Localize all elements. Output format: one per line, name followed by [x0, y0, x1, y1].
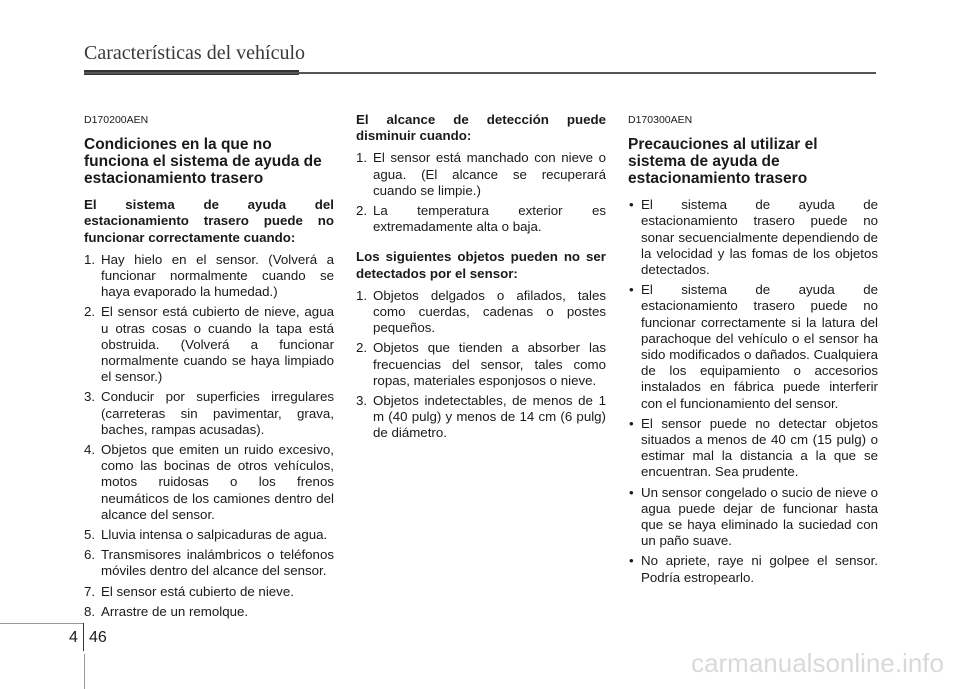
list-item-text: El sistema de ayuda de estacionamiento trasero puede no funcionar correctamente si la latura del parachoque del vehículo o el sensor ha sido modificados o dañados. Cualquiera de los equipamiento o accesorios instalados en fábrica puede interferir con el funcionamiento del sensor.: [641, 282, 878, 411]
column-right: [628, 112, 878, 594]
numbered-list: [356, 288, 606, 442]
list-item-marker: 1.: [356, 150, 368, 166]
list-item-text: Objetos que emiten un ruido excesivo, como las bocinas de otros vehículos, motos ruidosas o los frenos neumáticos de los camiones dentro del alcance del sensor.: [101, 442, 334, 522]
chapter-number: 4: [69, 629, 78, 646]
list-item: [84, 442, 334, 523]
list-item-marker: •: [629, 553, 634, 569]
header-rule: [84, 72, 876, 74]
bullet-list: [628, 197, 878, 586]
list-item: [84, 584, 334, 600]
section-code: D170200AEN: [84, 114, 149, 126]
list-item-text: Arrastre de un remolque.: [101, 603, 249, 619]
list-item: [84, 527, 334, 543]
list-item-marker: 5.: [84, 527, 96, 543]
list-item-marker: •: [629, 415, 634, 431]
list-item-marker: 2.: [84, 304, 96, 320]
column-middle: [356, 112, 606, 450]
column-left: [84, 112, 334, 628]
list-item-text: Conducir por superficies irregulares (carreteras sin pavimentar, grava, baches, rampas acusadas).: [101, 389, 334, 437]
list-item-marker: 3.: [356, 393, 368, 409]
list-item: [628, 553, 878, 585]
list-item-marker: 2.: [356, 340, 368, 356]
list-item-text: Objetos delgados o afilados, tales como cuerdas, cadenas o postes pequeños.: [373, 287, 606, 336]
list-item-text: Transmisores inalámbricos o teléfonos móviles dentro del alcance del sensor.: [101, 547, 334, 579]
list-item-text: El sensor está manchado con nieve o agua. (El alcance se recuperará cuando se limpie.): [373, 150, 606, 198]
section-lead: El sistema de ayuda del estacionamiento trasero puede no funcionar correctamente cuando:: [84, 197, 334, 245]
list-item-marker: 8.: [84, 603, 96, 619]
list-item-text: Hay hielo en el sensor. (Volverá a funcionar normalmente cuando se haya evaporado la humedad.): [101, 251, 334, 300]
list-item-marker: 1.: [356, 287, 368, 303]
list-item: [84, 252, 334, 301]
list-item: [628, 282, 878, 412]
page-number: 46: [89, 629, 107, 646]
list-item-marker: 6.: [84, 547, 96, 563]
list-item: [628, 416, 878, 481]
list-item-marker: •: [629, 282, 634, 298]
watermark: carmanualsonline.info: [691, 648, 944, 678]
numbered-list: [84, 252, 334, 620]
list-item: [84, 304, 334, 385]
list-item: [356, 340, 606, 389]
list-item-marker: 7.: [84, 583, 96, 599]
section-heading: Precauciones al utilizar el sistema de ayuda de estacionamiento trasero: [628, 136, 818, 188]
list-item: [84, 604, 334, 620]
list-item: [84, 547, 334, 579]
list-item: [356, 288, 606, 337]
section-lead: Los siguientes objetos pueden no ser detectados por el sensor:: [356, 249, 606, 281]
page-header-title: Características del vehículo: [84, 42, 306, 64]
list-item: [356, 393, 606, 442]
list-item-text: Lluvia intensa o salpicaduras de agua.: [101, 527, 328, 543]
section-heading: Condiciones en la que no funciona el sistema de ayuda de estacionamiento trasero: [84, 136, 322, 188]
list-item-marker: •: [629, 197, 634, 213]
footer-separator: [83, 623, 84, 651]
list-item-text: El sensor está cubierto de nieve.: [101, 583, 294, 599]
numbered-list: [356, 150, 606, 235]
list-item: [628, 197, 878, 278]
list-item-text: El sistema de ayuda de estacionamiento trasero puede no sonar secuencialmente dependiendo de la velocidad y las fomas de los objetos detectados.: [641, 197, 878, 278]
list-item-text: La temperatura exterior es extremadamente alta o baja.: [373, 203, 606, 235]
list-item-marker: 1.: [84, 251, 96, 267]
list-item-text: Objetos que tienden a absorber las frecuencias del sensor, tales como ropas, materiales esponjosos o nieve.: [373, 340, 606, 388]
list-item: [628, 485, 878, 550]
list-item-marker: 4.: [84, 442, 96, 458]
section-code: D170300AEN: [628, 114, 693, 126]
footer-rule: [0, 623, 84, 624]
list-item: [84, 389, 334, 438]
list-item: [356, 150, 606, 199]
list-item-text: Objetos indetectables, de menos de 1 m (40 pulg) y menos de 14 cm (6 pulg) de diámetro.: [373, 393, 606, 441]
list-item-text: El sensor está cubierto de nieve, agua u otras cosas o cuando la tapa está obstruida. (Volverá a funcionar normalmente cuando se haya limpiado el sensor.): [101, 304, 334, 385]
list-item-marker: 2.: [356, 203, 368, 219]
list-item-text: El sensor puede no detectar objetos situados a menos de 40 cm (15 pulg) o estimar mal la distancia a la que se encuentran. Sea prudente.: [641, 415, 878, 480]
list-item: [356, 203, 606, 235]
footer-crop-line: [84, 654, 85, 689]
list-item-marker: 3.: [84, 389, 96, 405]
list-item-marker: •: [629, 484, 634, 500]
section-lead: El alcance de detección puede disminuir cuando:: [356, 112, 606, 144]
list-item-text: No apriete, raye ni golpee el sensor. Podría estropearlo.: [641, 553, 878, 585]
list-item-text: Un sensor congelado o sucio de nieve o agua puede dejar de funcionar hasta que se haya eliminado la suciedad con un paño suave.: [641, 484, 878, 549]
